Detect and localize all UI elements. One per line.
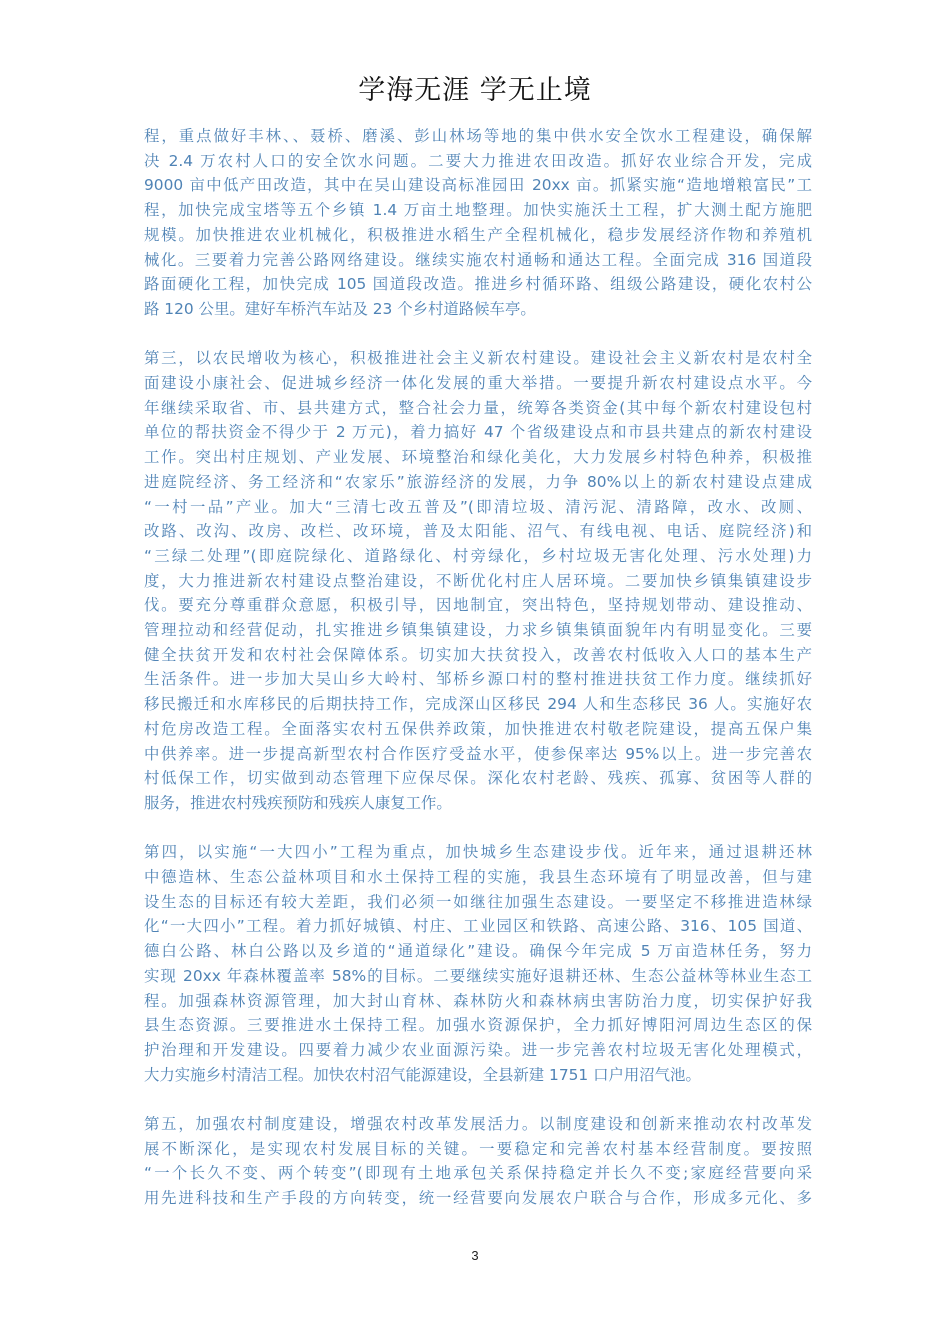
paragraph-2 bbox=[144, 346, 812, 815]
text-line: 管理拉动和经营促动，扎实推进乡镇集镇建设，力求乡镇集镇面貌年内有明显变化。三要 bbox=[144, 621, 812, 640]
paragraph-gap bbox=[144, 816, 812, 841]
text-line: “三绿二处理”(即庭院绿化、道路绿化、村旁绿化，乡村垃圾无害化处理、污水处理)力 bbox=[144, 546, 812, 565]
text-line: 面建设小康社会、促进城乡经济一体化发展的重大举措。一要提升新农村建设点水平。今 bbox=[144, 374, 812, 393]
text-line: 大力实施乡村清洁工程。加快农村沼气能源建设，全县新建 1751 口户用沼气池。 bbox=[144, 1065, 701, 1084]
text-line: 程，加快完成宝塔等五个乡镇 1.4 万亩土地整理。加快实施沃土工程，扩大测土配方施肥 bbox=[144, 201, 812, 220]
document-body bbox=[144, 124, 812, 1211]
text-line: 中供养率。进一步提高新型农村合作医疗受益水平，使参保率达 95%以上。进一步完善农 bbox=[144, 744, 812, 763]
text-line: 进庭院经济、务工经济和“农家乐”旅游经济的发展，力争 80%以上的新农村建设点建成 bbox=[144, 472, 812, 491]
text-line: 用先进科技和生产手段的方向转变，统一经营要向发展农户联合与合作，形成多元化、多 bbox=[144, 1189, 812, 1208]
text-line: 程。加强森林资源管理，加大封山育林、森林防火和森林病虫害防治力度，切实保护好我 bbox=[144, 991, 812, 1010]
text-line: 县生态资源。三要推进水土保持工程。加强水资源保护，全力抓好博阳河周边生态区的保 bbox=[144, 1016, 812, 1035]
text-line: 实现 20xx 年森林覆盖率 58%的目标。二要继续实施好退耕还林、生态公益林等林业生态工 bbox=[144, 966, 812, 985]
page-header-title: 学海无涯 学无止境 bbox=[358, 75, 592, 106]
text-line: 第五，加强农村制度建设，增强农村改革发展活力。以制度建设和创新来推动农村改革发 bbox=[144, 1115, 812, 1134]
text-line: “一村一品”产业。加大“三清七改五普及”(即清垃圾、清污泥、清路障，改水、改厕、 bbox=[144, 497, 812, 516]
text-line: 第四，以实施“一大四小”工程为重点，加快城乡生态建设步伐。近年来，通过退耕还林 bbox=[144, 843, 812, 862]
paragraph-3 bbox=[144, 840, 812, 1087]
text-line: 护治理和开发建设。四要着力减少农业面源污染。进一步完善农村垃圾无害化处理模式， bbox=[144, 1040, 812, 1059]
text-line: 中德造林、生态公益林项目和水土保持工程的实施，我县生态环境有了明显改善，但与建 bbox=[144, 868, 812, 887]
text-line: 村低保工作，切实做到动态管理下应保尽保。深化农村老龄、残疾、孤寡、贫困等人群的 bbox=[144, 769, 812, 788]
text-line: 服务，推进农村残疾预防和残疾人康复工作。 bbox=[144, 793, 452, 812]
text-line: 单位的帮扶资金不得少于 2 万元)，着力搞好 47 个省级建设点和市县共建点的新农村建设 bbox=[144, 423, 812, 442]
paragraph-1 bbox=[144, 124, 812, 322]
text-line: 工作。突出村庄规划、产业发展、环境整治和绿化美化，大力发展乡村特色种养，积极推 bbox=[144, 448, 812, 467]
text-line: 设生态的目标还有较大差距，我们必须一如继往加强生态建设。一要坚定不移推进造林绿 bbox=[144, 892, 812, 911]
text-line: 村危房改造工程。全面落实农村五保供养政策，加快推进农村敬老院建设，提高五保户集 bbox=[144, 719, 812, 738]
text-line: 决 2.4 万农村人口的安全饮水问题。二要大力推进农田改造。抓好农业综合开发，完成 bbox=[144, 151, 812, 170]
text-line: “一个长久不变、两个转变”(即现有土地承包关系保持稳定并长久不变;家庭经营要向采 bbox=[144, 1164, 812, 1183]
text-line: 展不断深化，是实现农村发展目标的关键。一要稳定和完善农村基本经营制度。要按照 bbox=[144, 1139, 812, 1158]
text-line: 移民搬迁和水库移民的后期扶持工作，完成深山区移民 294 人和生态移民 36 人。实施好农 bbox=[144, 695, 812, 714]
text-line: 健全扶贫开发和农村社会保障体系。切实加大扶贫投入，改善农村低收入人口的基本生产 bbox=[144, 645, 812, 664]
text-line: 伐。要充分尊重群众意愿，积极引导，因地制宜，突出特色，坚持规划带动、建设推动、 bbox=[144, 596, 812, 615]
text-line: 德白公路、林白公路以及乡道的“通道绿化”建设。确保今年完成 5 万亩造林任务，努力 bbox=[144, 942, 812, 961]
text-line: 改路、改沟、改房、改栏、改环境，普及太阳能、沼气、有线电视、电话、庭院经济)和 bbox=[144, 522, 812, 541]
paragraph-4 bbox=[144, 1112, 812, 1211]
text-line: 路 120 公里。建好车桥汽车站及 23 个乡村道路候车亭。 bbox=[144, 299, 536, 318]
text-line: 年继续采取省、市、县共建方式，整合社会力量，统筹各类资金(其中每个新农村建设包村 bbox=[144, 398, 812, 417]
text-line: 化“一大四小”工程。着力抓好城镇、村庄、工业园区和铁路、高速公路、316、105 国道、 bbox=[144, 917, 812, 936]
paragraph-gap bbox=[144, 322, 812, 347]
text-line: 9000 亩中低产田改造，其中在吴山建设高标准园田 20xx 亩。抓紧实施“造地增粮富民”工 bbox=[144, 176, 812, 195]
text-line: 第三，以农民增收为核心，积极推进社会主义新农村建设。建设社会主义新农村是农村全 bbox=[144, 349, 812, 368]
text-line: 械化。三要着力完善公路网络建设。继续实施农村通畅和通达工程。全面完成 316 国道段 bbox=[144, 250, 812, 269]
text-line: 规模。加快推进农业机械化，积极推进水稻生产全程机械化，稳步发展经济作物和养殖机 bbox=[144, 225, 812, 244]
paragraph-gap bbox=[144, 1087, 812, 1112]
text-line: 生活条件。进一步加大吴山乡大岭村、邹桥乡源口村的整村推进扶贫工作力度。继续抓好 bbox=[144, 670, 812, 689]
text-line: 度，大力推进新农村建设点整治建设，不断优化村庄人居环境。二要加快乡镇集镇建设步 bbox=[144, 571, 812, 590]
page-number: 3 bbox=[471, 1248, 479, 1263]
text-line: 路面硬化工程，加快完成 105 国道段改造。推进乡村循环路、组级公路建设，硬化农村公 bbox=[144, 275, 812, 294]
text-line: 程，重点做好丰林、、聂桥、磨溪、彭山林场等地的集中供水安全饮水工程建设，确保解 bbox=[144, 127, 812, 145]
